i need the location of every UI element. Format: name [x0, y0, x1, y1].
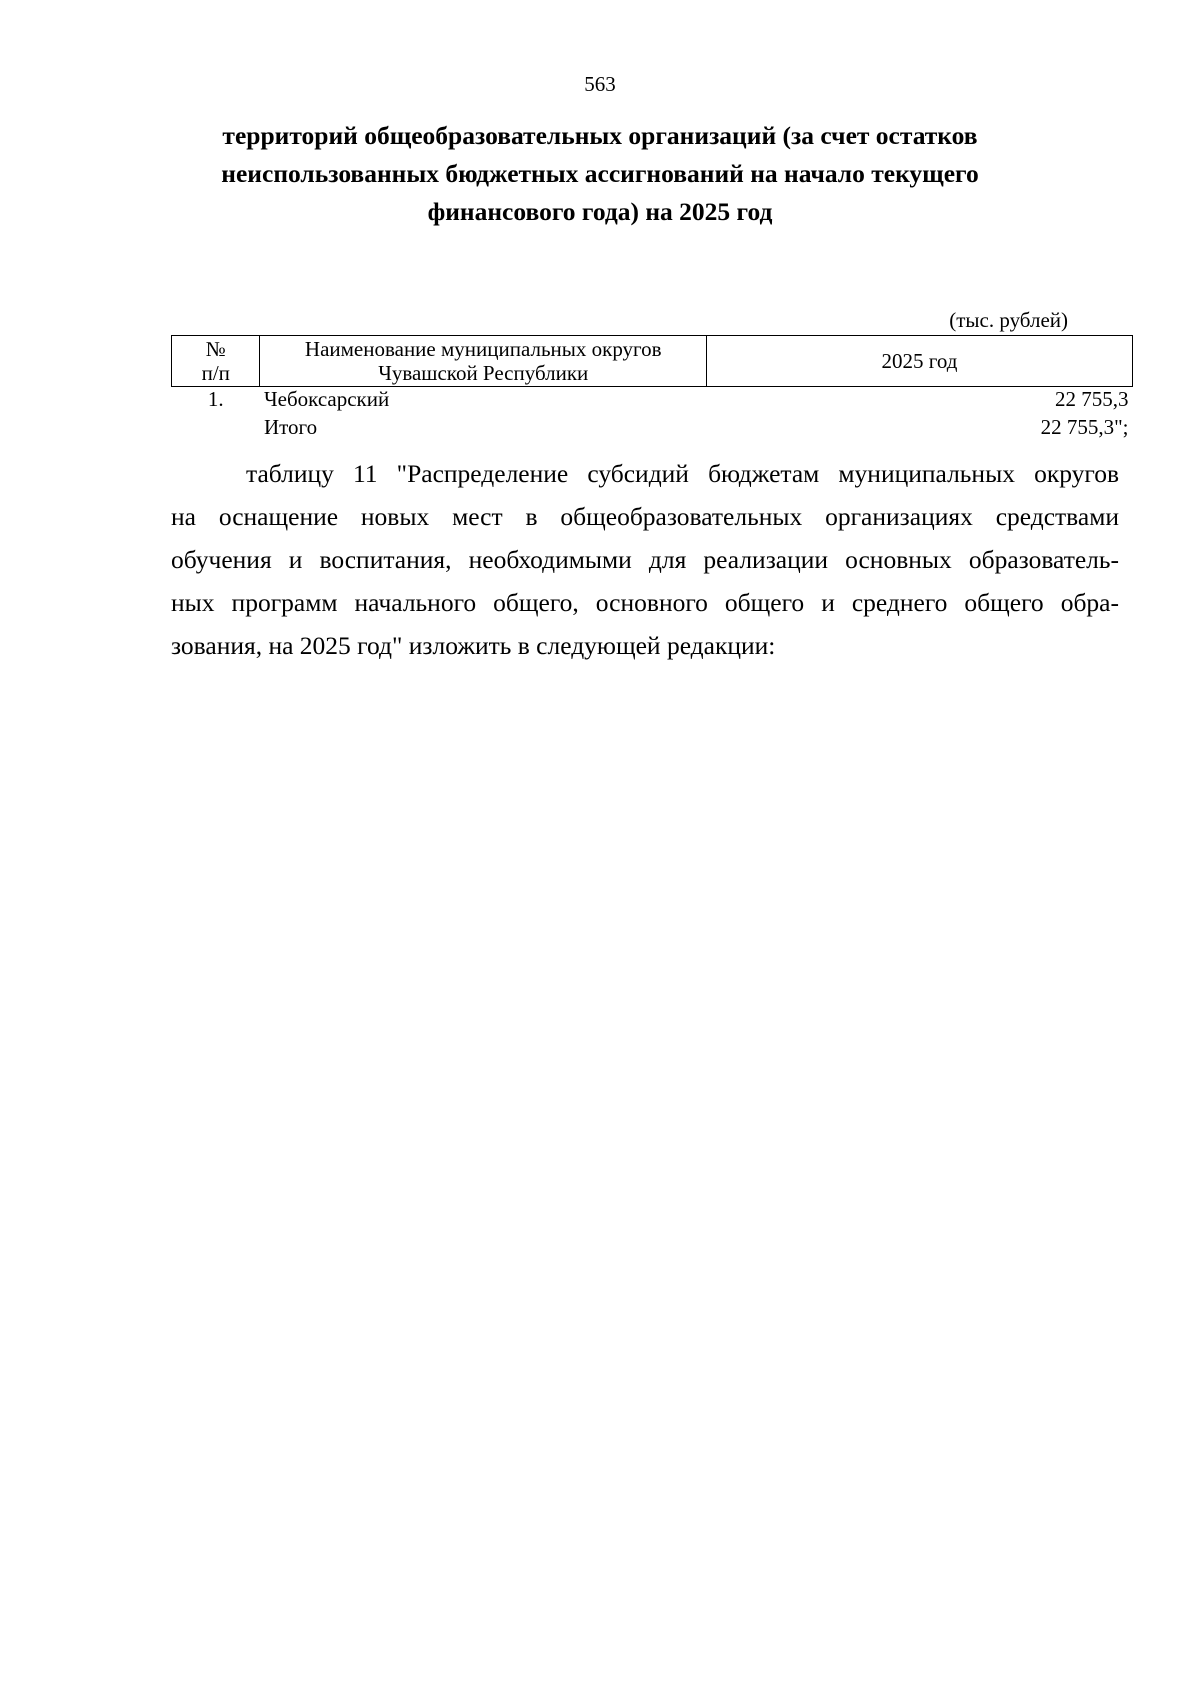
subsidy-table: [171, 335, 1133, 443]
table-header-row: [172, 336, 1133, 387]
paragraph-line-1: таблицу 11 "Распределение субсидий бюджетам муниципальных округов: [246, 459, 1119, 488]
paragraph-line-2: на оснащение новых мест в общеобразовательных организациях средствами: [171, 502, 1119, 531]
title-line-3: финансового года) на 2025 год: [427, 197, 773, 226]
header-num: [172, 336, 260, 387]
row-name: Итого: [263, 415, 318, 439]
units-label: (тыс. рублей): [949, 308, 1068, 332]
header-num-line2: п/п: [201, 361, 230, 385]
paragraph-line-4: ных программ начального общего, основного общего и среднего общего обра-: [171, 588, 1119, 617]
table-row-total: [172, 415, 1133, 443]
paragraph-line-3: обучения и воспитания, необходимыми для реализации основных образователь-: [171, 545, 1119, 574]
row-name: Чебоксарский: [263, 387, 390, 411]
paragraph-line-5: зования, на 2025 год" изложить в следующей редакции:: [171, 631, 776, 660]
row-num: [172, 415, 260, 443]
header-year: 2025 год: [707, 336, 1133, 387]
header-name-line2: Чувашской Республики: [378, 361, 589, 385]
row-value: 22 755,3: [1055, 387, 1129, 411]
page-number: 563: [584, 72, 616, 96]
title-line-2: неиспользованных бюджетных ассигнований на начало текущего: [221, 159, 979, 188]
document-title: [150, 117, 1050, 231]
body-paragraph: [171, 452, 1119, 667]
header-name: [260, 336, 707, 387]
row-value: 22 755,3";: [1040, 415, 1129, 439]
title-line-1: территорий общеобразовательных организаций (за счет остатков: [222, 121, 978, 150]
header-num-line1: №: [205, 337, 226, 361]
header-name-line1: Наименование муниципальных округов: [304, 337, 662, 361]
table-row: [172, 387, 1133, 416]
row-num: 1.: [207, 387, 224, 411]
